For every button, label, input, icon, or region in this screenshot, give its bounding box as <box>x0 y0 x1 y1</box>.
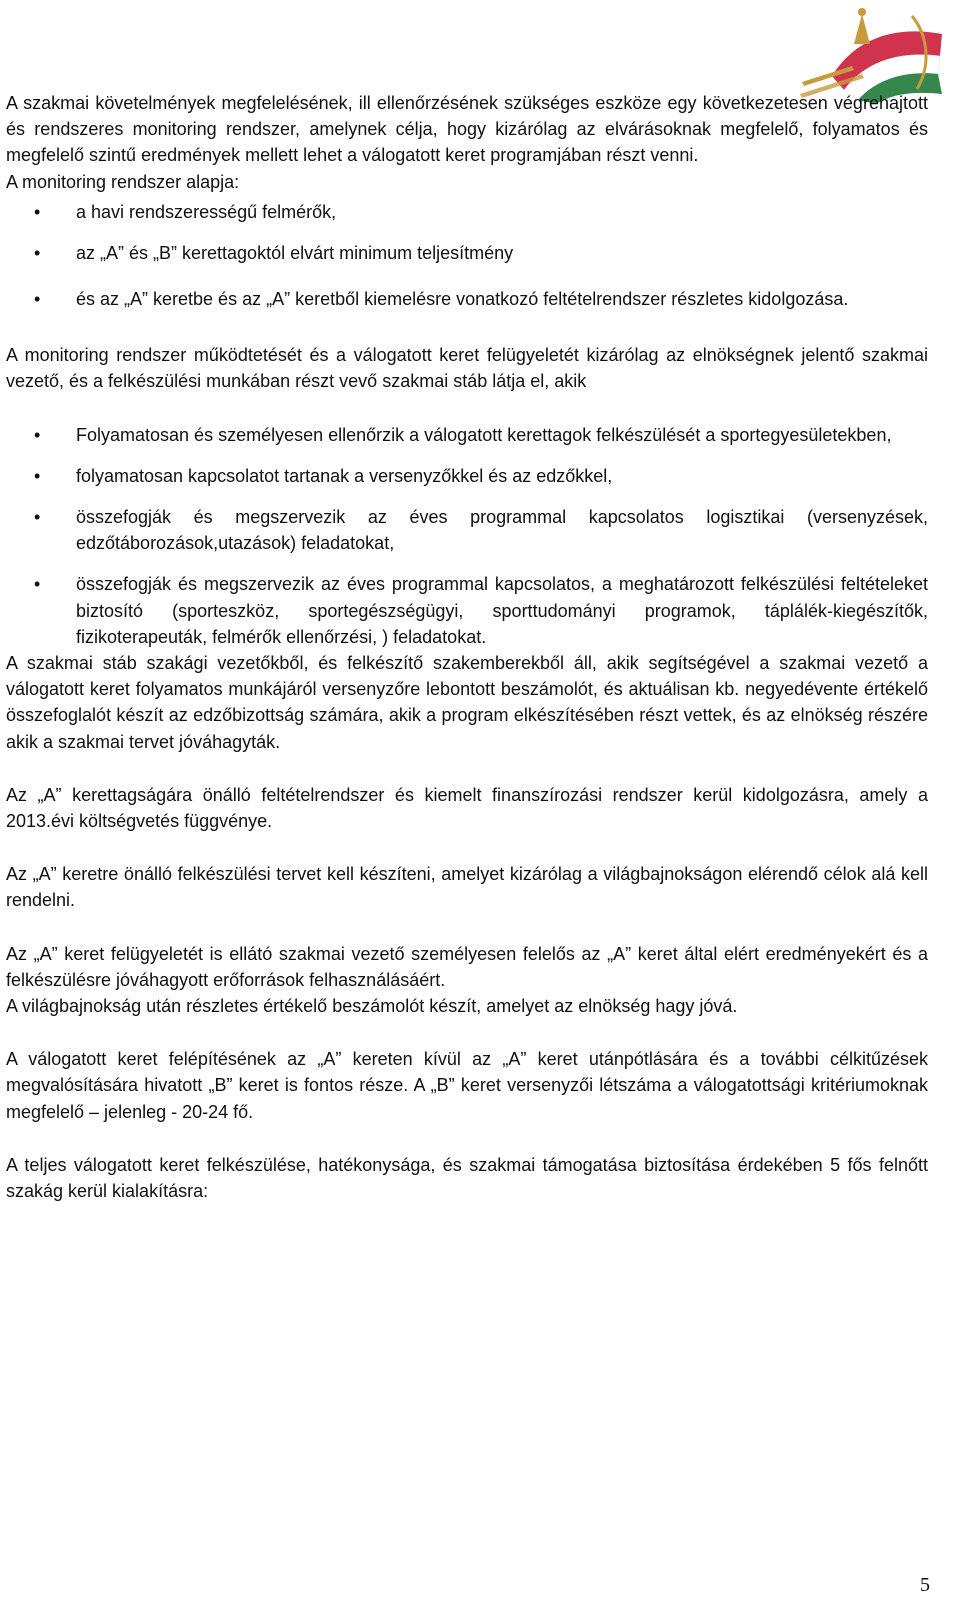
flag-crest-logo <box>792 4 952 104</box>
list-item: • és az „A” keretbe és az „A” keretből kiemelésre vonatkozó feltételrendszer részletes kidolgozása. <box>6 281 928 318</box>
paragraph-b-team: A válogatott keret felépítésének az „A” kereten kívül az „A” keret utánpótlására és a további célkitűzések megvalósítására hivatott „B” keret is fontos része. A „B” keret versenyzői létszáma a válogatottsági kritériumoknak megfelelő – jelenleg - 20-24 fő. <box>6 1049 928 1122</box>
bullet-icon: • <box>34 465 41 486</box>
paragraph-monitoring-intro: A szakmai követelmények megfelelésének, ill ellenőrzésének szükséges eszköze egy következetesen végrehajtott és rendszeres monitoring rendszer, amelynek célja, hogy kizárólag az elvárásoknak megfelelő, folyamatos és megfelelő szintű eredmények mellett lehet a válogatott keret programjában részt venni. <box>6 93 928 166</box>
list-item: • összefogják és megszervezik az éves programmal kapcsolatos, a meghatározott felkészülési feltételeket biztosító (sporteszköz, sportegészségügyi, sporttudományi programok, táplálék-kiegészítők, fizikoterapeuták, felmérők ellenőrzési, ) feladatokat. <box>6 571 928 650</box>
page-number: 5 <box>920 1574 930 1596</box>
paragraph-a-team-responsibility: Az „A” keret felügyeletét is ellátó szakmai vezető személyesen felelős az „A” keret által elért eredményekért és a felkészülésre jóváhagyott erőforrások felhasználásáért. <box>6 943 928 990</box>
paragraph-monitoring-basis: A monitoring rendszer alapja: <box>6 171 240 192</box>
paragraph-world-championship-report: A világbajnokság után részletes értékelő beszámolót készít, amelyet az elnökség hagy jóvá. <box>6 996 738 1017</box>
bullet-icon: • <box>34 507 41 528</box>
flag-crest-icon <box>792 4 952 104</box>
paragraph-staff-structure: A szakmai stáb szakági vezetőkből, és felkészítő szakemberekből áll, akik segítségével a szakmai vezető a válogatott keret folyamatos munkájáról versenyzőre lebontott beszámolót, és aktuálisan kb. negyedévente értékelő összefoglalót készít az edzőbizottság számára, akik a program elkészítésében részt vettek, és az elnökség részére akik a szakmai tervet jóváhagyták. <box>6 653 928 752</box>
list-item: • folyamatosan kapcsolatot tartanak a versenyzőkkel és az edzőkkel, <box>6 463 928 489</box>
bullet-icon: • <box>34 201 41 222</box>
list-item: • az „A” és „B” kerettagoktól elvárt minimum teljesítmény <box>6 240 928 266</box>
staff-duties-list <box>6 422 928 650</box>
bullet-icon: • <box>34 574 41 595</box>
document-body <box>6 90 928 1204</box>
paragraph-a-team-financing: Az „A” kerettagságára önálló feltételrendszer és kiemelt finanszírozási rendszer kerül kidolgozásra, amely a 2013.évi költségvetés függvénye. <box>6 784 928 832</box>
bullet-icon: • <box>34 424 41 445</box>
paragraph-monitoring-operation: A monitoring rendszer működtetését és a válogatott keret felügyeletét kizárólag az elnökségnek jelentő szakmai vezető, és a felkészülési munkában részt vevő szakmai stáb látja el, akik <box>6 345 928 392</box>
list-item: • a havi rendszerességű felmérők, <box>6 199 928 225</box>
list-item: • Folyamatosan és személyesen ellenőrzik a válogatott kerettagok felkészülését a sportegyesületekben, <box>6 422 928 448</box>
list-item: • összefogják és megszervezik az éves programmal kapcsolatos logisztikai (versenyzések, edzőtáborozások,utazások) feladatokat, <box>6 504 928 556</box>
bullet-icon: • <box>34 243 41 264</box>
paragraph-a-team-plan: Az „A” keretre önálló felkészülési tervet kell készíteni, amelyet kizárólag a világbajnokságon elérendő célok alá kell rendelni. <box>6 864 928 911</box>
paragraph-adult-branch: A teljes válogatott keret felkészülése, hatékonysága, és szakmai támogatása biztosítása érdekében 5 fős felnőtt szakág kerül kialakításra: <box>6 1154 928 1202</box>
monitoring-basis-list <box>6 199 928 318</box>
bullet-icon: • <box>34 289 41 310</box>
